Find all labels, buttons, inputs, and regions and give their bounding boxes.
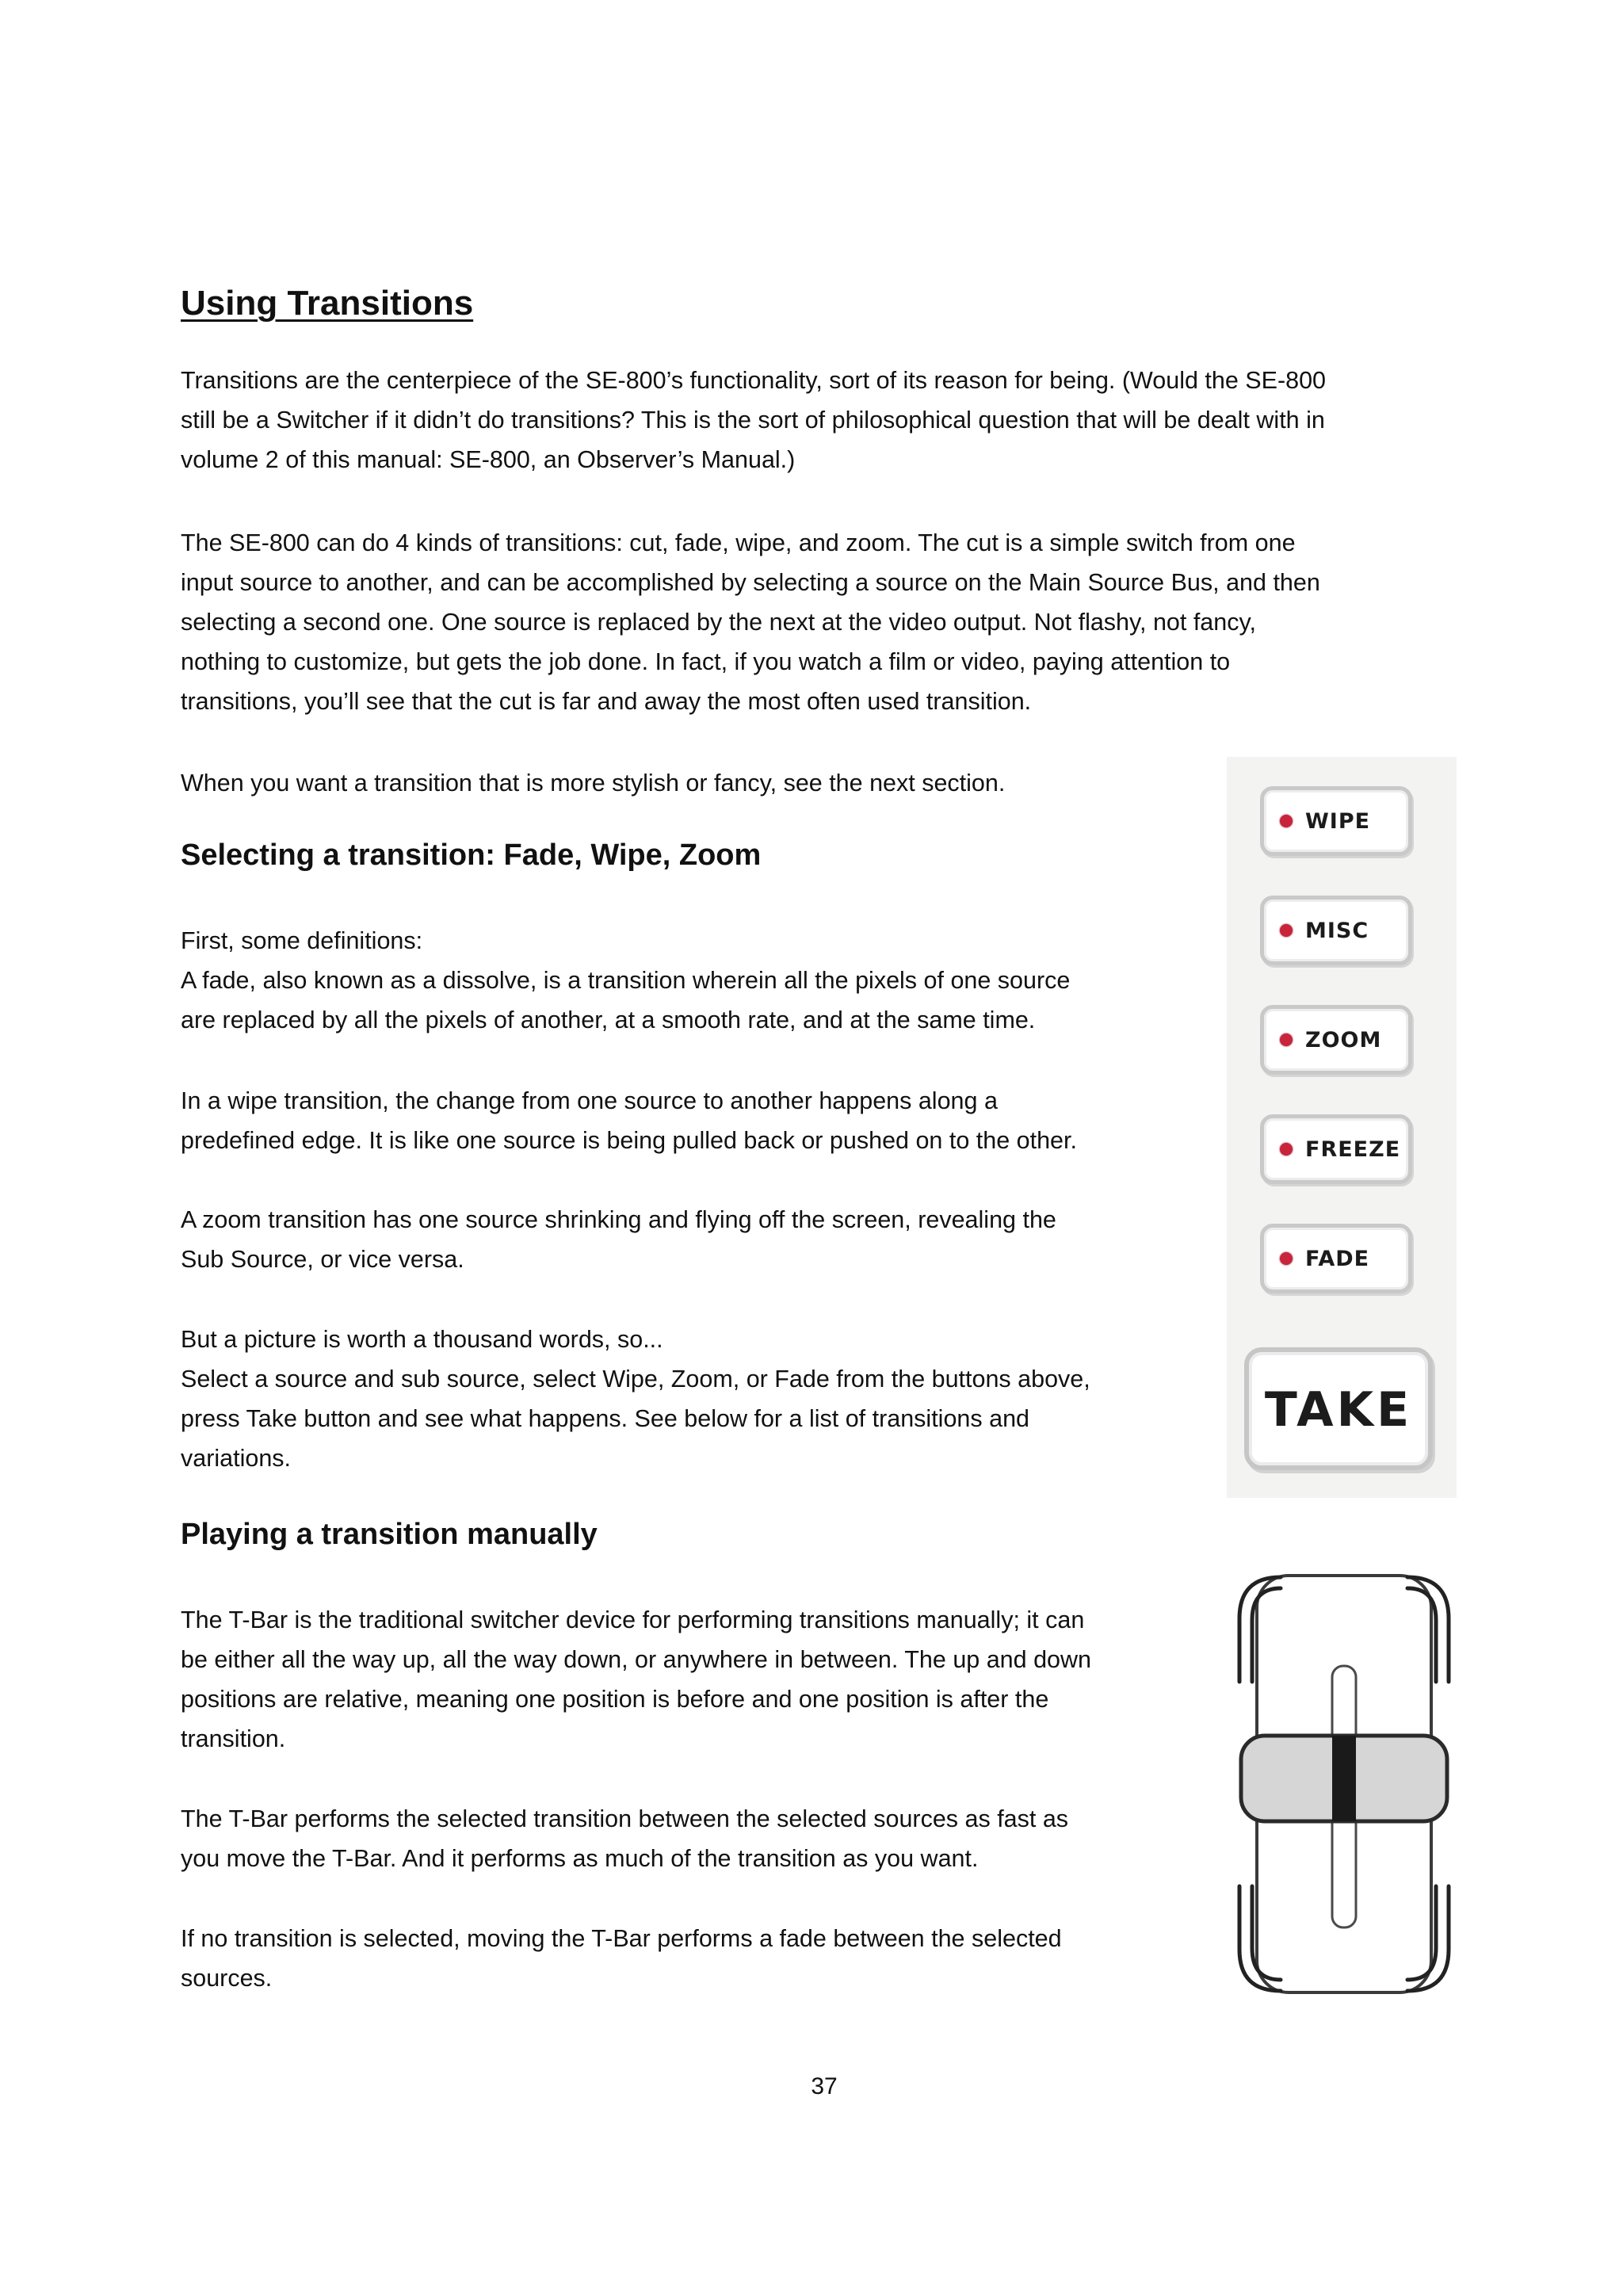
section-heading-selecting: Selecting a transition: Fade, Wipe, Zoom	[181, 839, 762, 872]
button-label: MISC	[1305, 919, 1369, 943]
text-line: input source to another, and can be accomplished by selecting a source on the Main Source Bus, and then	[181, 569, 1320, 596]
definitions-paragraph	[181, 921, 1070, 1040]
text-line: still be a Switcher if it didn’t do transitions? This is the sort of philosophical question that will be dealt with in	[181, 407, 1325, 434]
text-line: The T-Bar is the traditional switcher device for performing transitions manually; it can	[181, 1606, 1085, 1633]
text-line: you move the T-Bar. And it performs as much of the transition as you want.	[181, 1845, 979, 1872]
fade-default-paragraph	[181, 1919, 1062, 1998]
button-label: FREEZE	[1305, 1137, 1401, 1162]
text-line: The T-Bar performs the selected transition between the selected sources as fast as	[181, 1805, 1069, 1832]
zoom-button	[1260, 1005, 1412, 1075]
transition-buttons-illustration	[1227, 757, 1457, 1498]
text-line: transitions, you’ll see that the cut is far and away the most often used transition.	[181, 688, 1032, 715]
text-line: transition.	[181, 1725, 286, 1752]
led-indicator-icon	[1280, 1033, 1293, 1046]
page-title: Using Transitions	[181, 284, 474, 323]
stylish-paragraph	[181, 763, 1005, 803]
freeze-button	[1260, 1114, 1412, 1184]
wipe-button	[1260, 786, 1412, 856]
page-number: 37	[811, 2073, 838, 2099]
text-line: selecting a second one. One source is replaced by the next at the video output. Not flashy, not fancy,	[181, 609, 1256, 636]
button-label: WIPE	[1305, 809, 1371, 834]
text-line: When you want a transition that is more stylish or fancy, see the next section.	[181, 770, 1006, 797]
text-line: be either all the way up, all the way down, or anywhere in between. The up and down	[181, 1646, 1091, 1673]
text-line: First, some definitions:	[181, 927, 423, 954]
picture-paragraph	[181, 1320, 1090, 1478]
intro-paragraph	[181, 361, 1326, 479]
text-line: press Take button and see what happens. See below for a list of transitions and	[181, 1405, 1029, 1432]
text-line: Select a source and sub source, select Wipe, Zoom, or Fade from the buttons above,	[181, 1366, 1090, 1392]
take-button	[1244, 1347, 1433, 1470]
led-indicator-icon	[1280, 815, 1293, 827]
led-indicator-icon	[1280, 924, 1293, 937]
tbar-paragraph	[181, 1600, 1091, 1759]
text-line: nothing to customize, but gets the job done. In fact, if you watch a film or video, paying attention to	[181, 648, 1231, 675]
text-line: are replaced by all the pixels of another, at a smooth rate, and at the same time.	[181, 1007, 1036, 1033]
section-heading-playing: Playing a transition manually	[181, 1518, 598, 1551]
button-label: FADE	[1305, 1247, 1370, 1271]
misc-button	[1260, 896, 1412, 965]
take-label: TAKE	[1264, 1382, 1413, 1438]
text-line: A zoom transition has one source shrinking and flying off the screen, revealing the	[181, 1206, 1056, 1233]
text-line: predefined edge. It is like one source is being pulled back or pushed on to the other.	[181, 1127, 1077, 1154]
text-line: But a picture is worth a thousand words, so...	[181, 1326, 663, 1353]
text-line: variations.	[181, 1445, 292, 1472]
text-line: If no transition is selected, moving the T-Bar performs a fade between the selected	[181, 1925, 1062, 1952]
text-line: The SE-800 can do 4 kinds of transitions: cut, fade, wipe, and zoom. The cut is a simple switch from one	[181, 529, 1296, 556]
fade-button	[1260, 1224, 1412, 1293]
text-line: positions are relative, meaning one position is before and one position is after the	[181, 1686, 1049, 1713]
tbar-performs-paragraph	[181, 1799, 1068, 1878]
led-indicator-icon	[1280, 1252, 1293, 1265]
t-bar-illustration	[1233, 1571, 1455, 1997]
button-label: ZOOM	[1305, 1028, 1382, 1052]
text-line: sources.	[181, 1965, 273, 1992]
zoom-paragraph	[181, 1200, 1056, 1279]
wipe-paragraph	[181, 1081, 1077, 1160]
text-line: volume 2 of this manual: SE-800, an Observer’s Manual.)	[181, 446, 796, 473]
text-line: In a wipe transition, the change from one source to another happens along a	[181, 1087, 998, 1114]
transition-kinds-paragraph	[181, 523, 1320, 721]
text-line: Sub Source, or vice versa.	[181, 1246, 464, 1273]
text-line: Transitions are the centerpiece of the SE-800’s functionality, sort of its reason for being. (Would the SE-800	[181, 367, 1327, 394]
led-indicator-icon	[1280, 1143, 1293, 1156]
text-line: A fade, also known as a dissolve, is a transition wherein all the pixels of one source	[181, 967, 1071, 994]
